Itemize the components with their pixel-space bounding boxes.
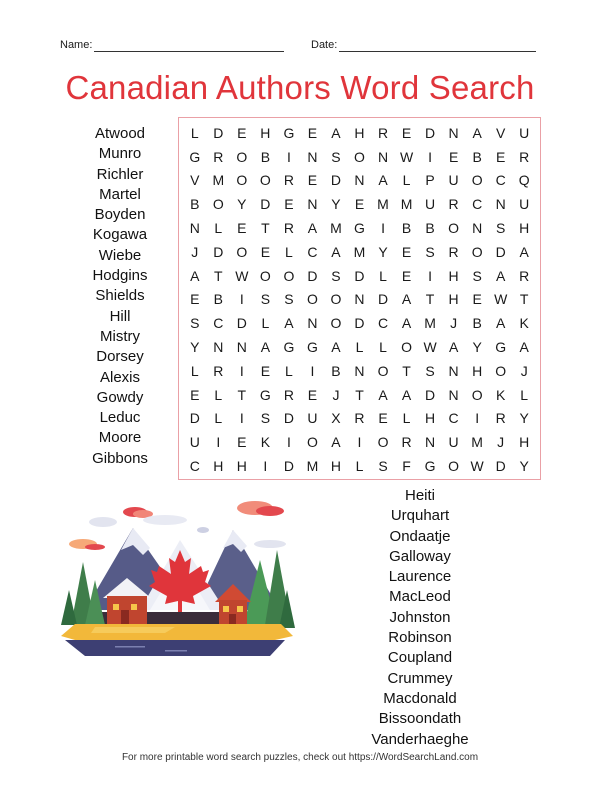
grid-cell[interactable]: E: [237, 220, 247, 237]
grid-cell[interactable]: E: [190, 386, 200, 403]
word-item: Heiti: [404, 487, 435, 504]
grid-cell[interactable]: Q: [518, 172, 530, 189]
word-item: Leduc: [99, 409, 141, 427]
grid-cell[interactable]: E: [401, 124, 412, 141]
grid-cell[interactable]: R: [213, 148, 224, 165]
grid-cell[interactable]: O: [377, 434, 389, 451]
word-list-left: [60, 124, 180, 469]
grid-row: [183, 454, 536, 478]
grid-cell[interactable]: C: [495, 172, 506, 189]
grid-cell[interactable]: E: [190, 291, 200, 308]
grid-cell[interactable]: E: [260, 362, 271, 379]
grid-cell[interactable]: U: [425, 196, 436, 213]
grid-cell[interactable]: A: [401, 386, 412, 403]
grid-cell[interactable]: I: [239, 291, 244, 308]
grid-cell[interactable]: A: [448, 339, 459, 356]
grid-cell[interactable]: U: [519, 196, 530, 213]
grid-cell[interactable]: S: [331, 148, 341, 165]
word-list-right: [355, 486, 485, 750]
grid-cell[interactable]: H: [519, 220, 530, 237]
grid-cell[interactable]: N: [354, 172, 365, 189]
grid-cell[interactable]: A: [472, 124, 482, 141]
grid-cell[interactable]: O: [354, 148, 365, 165]
grid-cell[interactable]: M: [400, 196, 413, 213]
grid-cell[interactable]: I: [286, 148, 291, 165]
page-title: Canadian Authors Word Search: [65, 69, 535, 106]
grid-cell[interactable]: Y: [190, 339, 200, 356]
word-item: Gowdy: [96, 388, 144, 406]
grid-cell[interactable]: D: [377, 291, 389, 308]
grid-cell[interactable]: H: [448, 291, 459, 308]
grid-cell[interactable]: N: [448, 386, 459, 403]
grid-cell[interactable]: W: [494, 291, 508, 308]
grid-cell[interactable]: D: [425, 124, 436, 141]
name-field[interactable]: [60, 38, 284, 52]
grid-cell[interactable]: L: [190, 124, 199, 141]
grid-cell[interactable]: U: [448, 172, 459, 189]
grid-cell[interactable]: N: [213, 339, 224, 356]
grid-cell[interactable]: A: [401, 291, 412, 308]
grid-cell[interactable]: L: [402, 410, 411, 427]
grid-row: [183, 311, 536, 335]
grid-cell[interactable]: N: [307, 315, 318, 332]
grid-row: [183, 121, 536, 145]
grid-cell[interactable]: B: [472, 315, 482, 332]
grid-cell[interactable]: L: [520, 386, 529, 403]
grid-cell[interactable]: A: [496, 267, 506, 284]
grid-cell[interactable]: H: [448, 267, 459, 284]
word-item: Munro: [98, 145, 142, 163]
grid-cell[interactable]: H: [213, 458, 224, 475]
grid-cell[interactable]: J: [191, 243, 199, 260]
grid-cell[interactable]: O: [236, 172, 248, 189]
grid-cell[interactable]: N: [236, 339, 247, 356]
date-field[interactable]: [311, 38, 536, 52]
grid-cell[interactable]: I: [239, 410, 244, 427]
grid-cell[interactable]: U: [448, 434, 459, 451]
grid-cell[interactable]: A: [307, 220, 318, 237]
footer-text: For more printable word search puzzles, check out https://WordSearchLand.com: [121, 752, 479, 763]
grid-cell[interactable]: O: [377, 362, 389, 379]
grid-cell[interactable]: C: [189, 458, 200, 475]
word-item: Urquhart: [390, 507, 450, 525]
grid-cell[interactable]: A: [496, 315, 506, 332]
grid-cell[interactable]: D: [189, 410, 200, 427]
grid-cell[interactable]: T: [261, 220, 270, 237]
grid-cell[interactable]: I: [428, 148, 433, 165]
grid-cell[interactable]: O: [236, 243, 248, 260]
canada-landscape-icon: [55, 500, 295, 680]
grid-cell[interactable]: T: [355, 386, 364, 403]
grid-cell[interactable]: W: [470, 458, 484, 475]
grid-cell[interactable]: O: [495, 362, 507, 379]
grid-cell[interactable]: I: [310, 362, 315, 379]
grid-cell[interactable]: J: [497, 434, 505, 451]
grid-cell[interactable]: S: [378, 458, 388, 475]
grid-row: [183, 169, 536, 193]
grid-cell[interactable]: Y: [331, 196, 341, 213]
grid-cell[interactable]: M: [212, 172, 225, 189]
grid-cell[interactable]: H: [260, 124, 271, 141]
grid-row: [183, 216, 536, 240]
grid-cell[interactable]: E: [448, 148, 459, 165]
grid-cell[interactable]: B: [472, 148, 482, 165]
word-item: Richler: [96, 165, 144, 183]
grid-cell[interactable]: A: [331, 243, 341, 260]
word-item: Laurence: [388, 568, 452, 586]
grid-cell[interactable]: L: [214, 410, 223, 427]
grid-cell[interactable]: E: [401, 267, 412, 284]
grid-cell[interactable]: O: [283, 267, 295, 284]
grid-cell[interactable]: L: [284, 243, 293, 260]
word-item: Macdonald: [383, 689, 457, 707]
grid-cell[interactable]: D: [236, 315, 247, 332]
word-item: Bissoondath: [378, 710, 462, 728]
grid-cell[interactable]: M: [471, 434, 483, 451]
grid-cell[interactable]: I: [357, 434, 362, 451]
grid-cell[interactable]: A: [260, 339, 271, 356]
grid-cell[interactable]: O: [212, 196, 224, 213]
grid-cell[interactable]: T: [519, 291, 529, 308]
grid-cell[interactable]: H: [519, 434, 530, 451]
grid-cell[interactable]: L: [355, 458, 364, 475]
grid-cell[interactable]: W: [399, 148, 414, 165]
grid-cell[interactable]: L: [284, 362, 293, 379]
grid-cell[interactable]: B: [401, 220, 412, 237]
header-fields: [0, 38, 600, 56]
grid-cell[interactable]: Y: [237, 196, 247, 213]
grid-cell[interactable]: O: [330, 315, 342, 332]
grid-cell[interactable]: O: [401, 339, 412, 356]
grid-row: [183, 145, 536, 169]
grid-cell[interactable]: E: [354, 196, 365, 213]
grid-cell[interactable]: H: [472, 362, 483, 379]
grid-cell[interactable]: D: [495, 243, 506, 260]
grid-cell[interactable]: A: [190, 267, 200, 284]
grid-cell[interactable]: G: [354, 220, 365, 237]
grid-cell[interactable]: G: [189, 148, 201, 165]
word-item: Dorsey: [96, 348, 144, 366]
grid-cell[interactable]: R: [401, 434, 412, 451]
grid-cell[interactable]: O: [330, 291, 342, 308]
grid-cell[interactable]: I: [475, 410, 480, 427]
grid-cell[interactable]: G: [424, 458, 436, 475]
word-search-grid: [178, 117, 541, 480]
grid-cell[interactable]: M: [306, 458, 319, 475]
grid-cell[interactable]: O: [306, 434, 318, 451]
grid-cell[interactable]: D: [283, 410, 294, 427]
grid-cell[interactable]: N: [472, 220, 483, 237]
grid-cell[interactable]: W: [423, 339, 437, 356]
grid-cell[interactable]: E: [260, 243, 271, 260]
word-item: Coupland: [387, 649, 453, 667]
grid-cell[interactable]: E: [496, 148, 506, 165]
grid-cell[interactable]: V: [496, 124, 506, 141]
grid-cell[interactable]: H: [354, 124, 365, 141]
grid-cell[interactable]: A: [331, 434, 341, 451]
grid-cell[interactable]: N: [307, 148, 318, 165]
grid-cell[interactable]: N: [495, 196, 506, 213]
grid-cell[interactable]: S: [260, 410, 271, 427]
word-item: Alexis: [99, 368, 140, 386]
grid-row: [183, 359, 536, 383]
grid-cell[interactable]: E: [472, 291, 482, 308]
grid-cell[interactable]: N: [377, 148, 389, 165]
grid-cell[interactable]: O: [471, 172, 483, 189]
grid-cell[interactable]: L: [402, 172, 411, 189]
word-item: Crummey: [387, 669, 453, 687]
grid-cell[interactable]: R: [283, 386, 294, 403]
grid-cell[interactable]: T: [214, 267, 223, 284]
grid-cell[interactable]: X: [331, 410, 341, 427]
grid-cell[interactable]: M: [353, 243, 366, 260]
grid-cell[interactable]: G: [283, 124, 295, 141]
grid-cell[interactable]: I: [263, 458, 268, 475]
grid-cell[interactable]: B: [260, 148, 271, 165]
grid-cell[interactable]: N: [189, 220, 200, 237]
grid-cell[interactable]: B: [190, 196, 200, 213]
grid-cell[interactable]: R: [519, 148, 530, 165]
grid-cell[interactable]: B: [213, 291, 223, 308]
grid-cell[interactable]: L: [214, 220, 223, 237]
grid-row: [183, 335, 536, 359]
grid-row: [183, 407, 536, 431]
grid-cell[interactable]: N: [354, 291, 365, 308]
grid-cell[interactable]: U: [189, 434, 200, 451]
grid-cell[interactable]: Y: [519, 458, 529, 475]
grid-cell[interactable]: D: [425, 386, 436, 403]
grid-cell[interactable]: R: [377, 124, 389, 141]
grid-cell[interactable]: B: [425, 220, 435, 237]
grid-cell[interactable]: T: [237, 386, 247, 403]
grid-cell[interactable]: T: [425, 291, 435, 308]
word-item: Mistry: [100, 327, 140, 345]
grid-cell[interactable]: A: [331, 339, 341, 356]
grid-cell[interactable]: S: [425, 243, 435, 260]
grid-cell[interactable]: R: [448, 243, 459, 260]
grid-cell[interactable]: T: [402, 362, 411, 379]
word-item: Kogawa: [92, 226, 148, 244]
grid-cell[interactable]: O: [448, 458, 460, 475]
grid-cell[interactable]: D: [260, 196, 271, 213]
grid-cell[interactable]: R: [354, 410, 365, 427]
grid-cell[interactable]: D: [495, 458, 506, 475]
grid-cell[interactable]: R: [495, 410, 506, 427]
grid-cell[interactable]: G: [283, 339, 295, 356]
grid-cell[interactable]: H: [425, 410, 436, 427]
grid-cell[interactable]: S: [472, 267, 482, 284]
grid-cell[interactable]: O: [448, 220, 460, 237]
grid-cell[interactable]: M: [424, 315, 436, 332]
grid-cell[interactable]: S: [496, 220, 506, 237]
grid-cell[interactable]: G: [306, 339, 318, 356]
word-item: Robinson: [388, 629, 452, 647]
grid-cell[interactable]: R: [283, 172, 294, 189]
grid-cell[interactable]: D: [213, 243, 224, 260]
grid-cell[interactable]: P: [425, 172, 435, 189]
word-item: Ondaatje: [389, 527, 451, 545]
grid-cell[interactable]: L: [379, 267, 387, 284]
grid-cell[interactable]: H: [330, 458, 342, 475]
grid-cell[interactable]: A: [519, 243, 529, 260]
grid-cell[interactable]: L: [214, 386, 223, 403]
word-item: Boyden: [94, 206, 146, 224]
grid-cell[interactable]: O: [259, 172, 271, 189]
word-item: Shields: [95, 287, 145, 305]
grid-cell[interactable]: L: [261, 315, 270, 332]
grid-cell[interactable]: K: [260, 434, 271, 451]
grid-cell[interactable]: H: [236, 458, 247, 475]
grid-cell[interactable]: F: [402, 458, 411, 475]
grid-cell[interactable]: G: [495, 339, 507, 356]
grid-cell[interactable]: E: [237, 434, 247, 451]
cloud-icon: [69, 501, 286, 550]
word-item: Hill: [109, 307, 131, 325]
grid-cell[interactable]: D: [354, 315, 365, 332]
grid-cell[interactable]: N: [354, 362, 365, 379]
date-line[interactable]: [339, 40, 536, 52]
grid-cell[interactable]: S: [331, 267, 341, 284]
grid-cell[interactable]: S: [425, 362, 435, 379]
grid-cell[interactable]: I: [428, 267, 433, 284]
grid-cell[interactable]: R: [283, 220, 294, 237]
grid-cell[interactable]: W: [235, 267, 249, 284]
grid-cell[interactable]: J: [520, 362, 528, 379]
grid-cell[interactable]: A: [378, 386, 388, 403]
grid-cell[interactable]: S: [284, 291, 294, 308]
word-item: Johnston: [389, 608, 451, 626]
grid-cell[interactable]: M: [377, 196, 389, 213]
grid-row: [183, 192, 536, 216]
grid-cell[interactable]: D: [283, 458, 294, 475]
grid-cell[interactable]: A: [401, 315, 412, 332]
grid-cell[interactable]: R: [519, 267, 530, 284]
grid-cell[interactable]: S: [190, 315, 200, 332]
grid-cell[interactable]: K: [519, 315, 529, 332]
grid-row: [183, 264, 536, 288]
grid-cell[interactable]: I: [286, 434, 291, 451]
grid-cell[interactable]: M: [330, 220, 342, 237]
grid-cell[interactable]: E: [284, 196, 294, 213]
grid-cell[interactable]: C: [213, 315, 224, 332]
grid-row: [183, 430, 536, 454]
date-label: Date:: [311, 39, 338, 51]
grid-cell[interactable]: O: [259, 267, 271, 284]
grid-cell[interactable]: A: [331, 124, 341, 141]
grid-row: [183, 288, 536, 312]
grid-cell[interactable]: E: [307, 386, 318, 403]
grid-cell[interactable]: O: [306, 291, 318, 308]
word-item: Martel: [99, 185, 141, 203]
grid-cell[interactable]: O: [236, 148, 248, 165]
word-item: Atwood: [94, 125, 146, 142]
grid-cell[interactable]: L: [379, 339, 387, 356]
grid-cell[interactable]: E: [401, 243, 412, 260]
grid-cell[interactable]: D: [213, 124, 224, 141]
grid-cell[interactable]: I: [381, 220, 385, 237]
grid-cell[interactable]: J: [332, 386, 340, 403]
grid-cell[interactable]: O: [471, 243, 483, 260]
grid-cell[interactable]: K: [496, 386, 506, 403]
grid-cell[interactable]: G: [259, 386, 271, 403]
grid-row: [183, 240, 536, 264]
grid-cell[interactable]: Y: [519, 410, 529, 427]
word-item: MacLeod: [389, 588, 451, 606]
grid-cell[interactable]: N: [448, 124, 459, 141]
grid-cell[interactable]: B: [331, 362, 341, 379]
grid-cell[interactable]: A: [519, 339, 529, 356]
grid-cell[interactable]: R: [448, 196, 459, 213]
grid-cell[interactable]: C: [307, 243, 318, 260]
name-label: Name:: [60, 39, 93, 51]
grid-cell[interactable]: N: [448, 362, 459, 379]
grid-cell[interactable]: E: [307, 124, 318, 141]
grid-cell[interactable]: N: [307, 196, 318, 213]
grid-cell[interactable]: R: [213, 362, 224, 379]
word-item: Galloway: [389, 547, 451, 565]
word-item: Hodgins: [92, 267, 148, 285]
grid-cell[interactable]: Y: [378, 243, 388, 260]
word-item: Wiebe: [98, 246, 142, 264]
name-line[interactable]: [94, 40, 284, 52]
grid-cell[interactable]: D: [307, 267, 318, 284]
grid-cell[interactable]: E: [307, 172, 318, 189]
grid-row: [183, 383, 536, 407]
grid-cell[interactable]: E: [237, 124, 247, 141]
grid-cell[interactable]: J: [450, 315, 458, 332]
grid-cell[interactable]: Y: [472, 339, 482, 356]
grid-cell[interactable]: D: [330, 172, 342, 189]
grid-cell[interactable]: U: [307, 410, 318, 427]
grid-cell[interactable]: V: [190, 172, 200, 189]
grid-cell[interactable]: C: [448, 410, 459, 427]
word-item: Vanderhaeghe: [371, 730, 469, 748]
grid-cell[interactable]: E: [378, 410, 388, 427]
grid-cell[interactable]: C: [472, 196, 483, 213]
grid-cell[interactable]: U: [519, 124, 530, 141]
grid-cell[interactable]: C: [377, 315, 389, 332]
grid-cell[interactable]: O: [471, 386, 483, 403]
word-item: Moore: [98, 429, 142, 447]
grid-cell[interactable]: L: [190, 362, 199, 379]
word-item: Gibbons: [92, 449, 148, 467]
grid-cell[interactable]: I: [239, 362, 244, 379]
grid-cell[interactable]: D: [354, 267, 365, 284]
grid-cell[interactable]: A: [284, 315, 294, 332]
grid-cell[interactable]: L: [355, 339, 364, 356]
grid-cell[interactable]: S: [260, 291, 271, 308]
grid-cell[interactable]: A: [378, 172, 388, 189]
grid-cell[interactable]: I: [216, 434, 221, 451]
grid-cell[interactable]: N: [425, 434, 436, 451]
